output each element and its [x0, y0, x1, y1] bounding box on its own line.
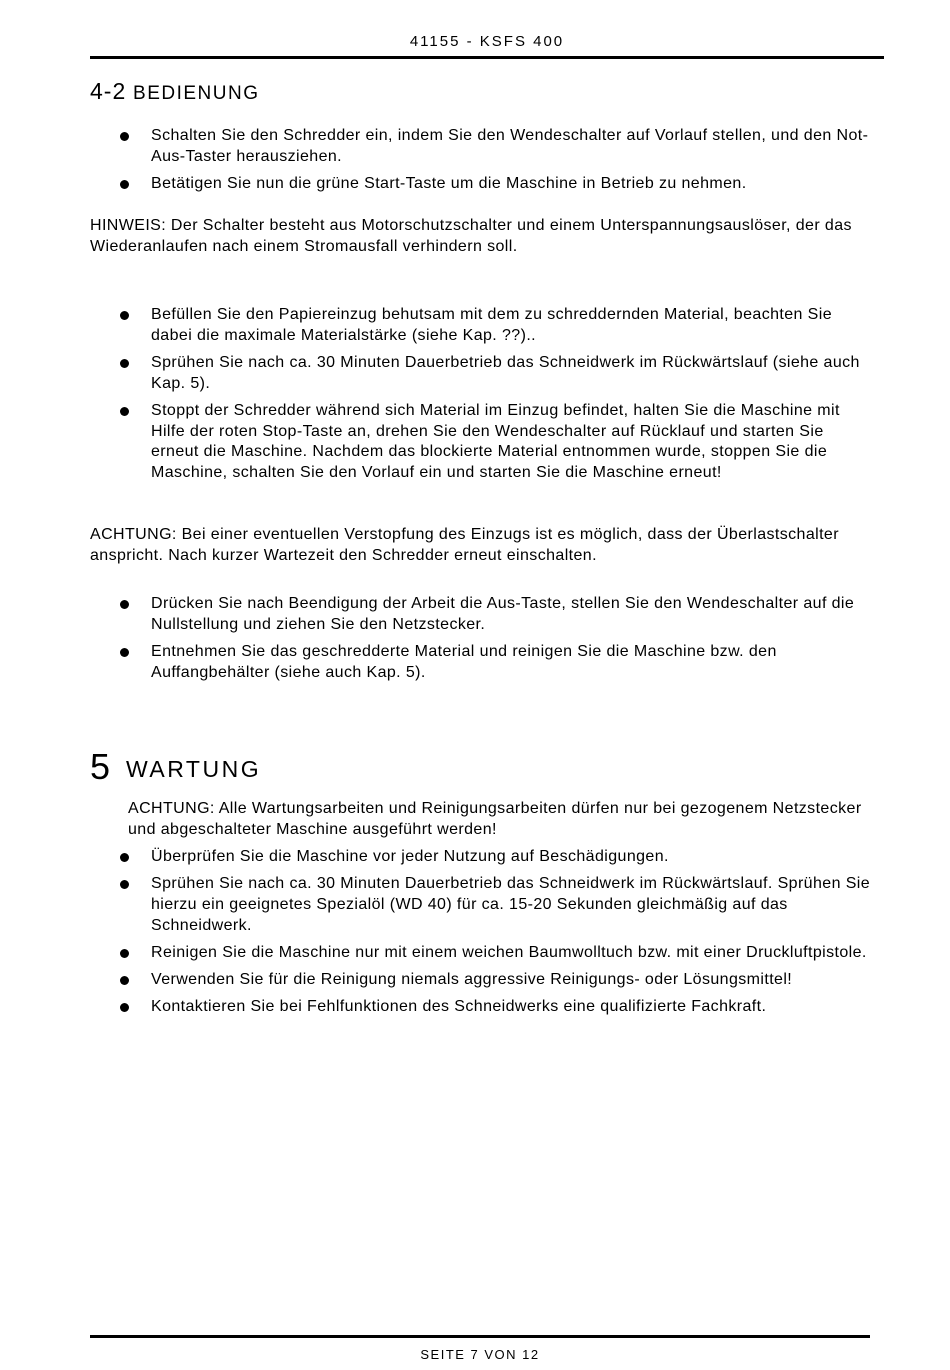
bullet-icon — [120, 853, 129, 862]
list-item-text: Stoppt der Schredder während sich Material im Einzug befindet, halten Sie die Maschine mit Hilfe der roten Stop-Taste an, drehen Sie den Wendeschalter auf Rücklauf und starten Sie erneut die Maschine. Nachdem das blockierte Material entnommen wurde, stoppen Sie die Maschine, schalten Sie den Vorlauf ein und starten Sie die Maschine erneut! — [151, 401, 840, 481]
document-header: 41155 - KSFS 400 — [409, 33, 565, 50]
list-item — [0, 353, 871, 394]
bullet-list-startup — [0, 126, 950, 201]
bullet-list-maintenance — [0, 847, 950, 1024]
list-item-text: Schalten Sie den Schredder ein, indem Sie den Wendeschalter auf Vorlauf stellen, und den Not-Aus-Taster herausziehen. — [151, 127, 869, 165]
list-item-text: Überprüfen Sie die Maschine vor jeder Nutzung auf Beschädigungen. — [151, 848, 669, 865]
page-number: SEITE 7 VON 12 — [420, 1347, 540, 1362]
list-item-text: Sprühen Sie nach ca. 30 Minuten Dauerbetrieb das Schneidwerk im Rückwärtslauf. Sprühen Sie hierzu ein geeignetes Spezialöl (WD 40) für ca. 15-20 Sekunden gleichmäßig auf das Schneidwerk. — [151, 875, 871, 934]
bullet-icon — [120, 132, 129, 141]
achtung-note-overload: ACHTUNG: Bei einer eventuellen Verstopfung des Einzugs ist es möglich, dass der Überlastschalter anspricht. Nach kurzer Wartezeit den Schredder erneut einschalten. — [90, 526, 839, 564]
list-item-text: Kontaktieren Sie bei Fehlfunktionen des Schneidwerks eine qualifizierte Fachkraft. — [151, 998, 767, 1016]
list-item — [0, 943, 871, 964]
section-heading-wartung — [90, 746, 261, 788]
section-heading-bedienung — [90, 78, 260, 105]
list-item-text: Drücken Sie nach Beendigung der Arbeit die Aus-Taste, stellen Sie den Wendeschalter auf die Nullstellung und ziehen Sie den Netzstecker. — [151, 595, 855, 633]
list-item-text: Entnehmen Sie das geschredderte Material und reinigen Sie die Maschine bzw. den Auffangbehälter (siehe auch Kap. 5). — [151, 642, 777, 681]
bullet-icon — [120, 407, 129, 416]
list-item — [0, 997, 871, 1018]
bullet-icon — [120, 1003, 129, 1012]
section-number: 4-2 — [90, 78, 127, 104]
list-item — [0, 305, 871, 346]
list-item — [0, 174, 871, 195]
list-item — [0, 874, 871, 936]
section-title: WARTUNG — [126, 756, 262, 782]
section-title: BEDIENUNG — [133, 83, 260, 104]
bullet-icon — [120, 180, 129, 189]
footer-divider — [90, 1335, 870, 1338]
bullet-icon — [120, 976, 129, 985]
bullet-icon — [120, 600, 129, 609]
list-item — [0, 847, 871, 868]
bullet-icon — [120, 880, 129, 889]
bullet-list-operation — [0, 305, 950, 490]
list-item — [0, 401, 871, 484]
achtung-note-maintenance: ACHTUNG: Alle Wartungsarbeiten und Reinigungsarbeiten dürfen nur bei gezogenem Netzstecker und abgeschalteter Maschine ausgeführt werden! — [128, 800, 862, 838]
list-item — [0, 970, 871, 991]
bullet-icon — [120, 648, 129, 657]
section-number: 5 — [90, 746, 111, 787]
bullet-list-shutdown — [0, 594, 950, 690]
list-item — [0, 594, 871, 635]
header-divider — [90, 56, 884, 59]
bullet-icon — [120, 311, 129, 320]
list-item-text: Verwenden Sie für die Reinigung niemals aggressive Reinigungs- oder Lösungsmittel! — [151, 971, 793, 989]
list-item-text: Betätigen Sie nun die grüne Start-Taste um die Maschine in Betrieb zu nehmen. — [151, 174, 747, 192]
bullet-icon — [120, 359, 129, 368]
list-item — [0, 642, 871, 683]
list-item-text: Reinigen Sie die Maschine nur mit einem weichen Baumwolltuch bzw. mit einer Druckluftpistole. — [151, 943, 867, 961]
list-item — [0, 126, 871, 167]
hinweis-note: HINWEIS: Der Schalter besteht aus Motorschutzschalter und einem Unterspannungsauslöser, der das Wiederanlaufen nach einem Stromausfall verhindern soll. — [90, 217, 852, 255]
bullet-icon — [120, 949, 129, 958]
list-item-text: Sprühen Sie nach ca. 30 Minuten Dauerbetrieb das Schneidwerk im Rückwärtslauf (siehe auch Kap. 5). — [151, 353, 860, 392]
list-item-text: Befüllen Sie den Papiereinzug behutsam mit dem zu schreddernden Material, beachten Sie dabei die maximale Materialstärke (siehe Kap. ??).. — [151, 306, 833, 344]
